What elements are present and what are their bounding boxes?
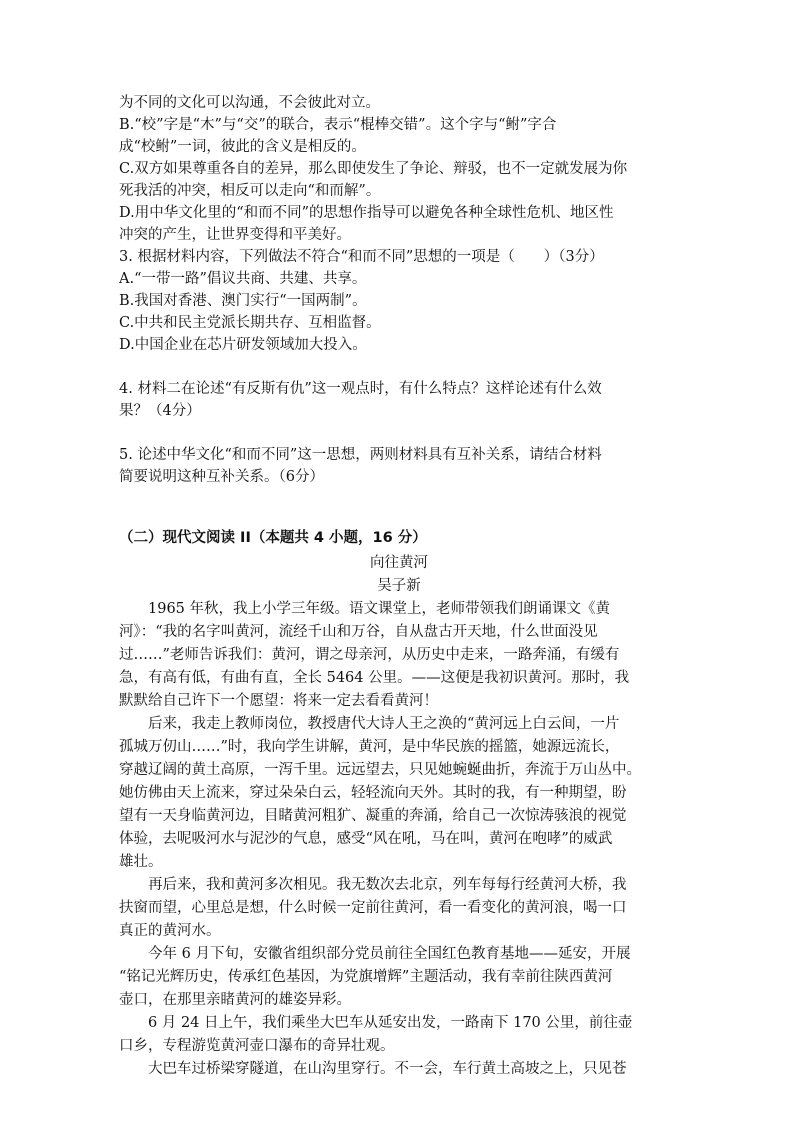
q2-option-b-cont: 成“校鲋”一词，彼此的含义是相反的。 — [119, 139, 366, 155]
q2-option-d: D.用中华文化里的“和而不同”的思想作指导可以避免各种全球性危机、地区性 — [119, 205, 614, 221]
q2-option-d-cont: 冲突的产生，让世界变得和平美好。 — [119, 227, 351, 243]
article-p3-line-2: 扶窗而望，心里总是想，什么时候一定前往黄河，看一看变化的黄河浪，喝一口 — [119, 900, 627, 916]
q3-option-c: C.中共和民主党派长期共存、互相监督。 — [119, 315, 381, 331]
q2-option-c: C.双方如果尊重各自的差异，那么即使发生了争论、辩驳，也不一定就发展为你 — [119, 161, 628, 177]
article-p3-line-1: 再后来，我和黄河多次相见。我无数次去北京，列车每每行经黄河大桥，我 — [148, 877, 627, 893]
article-author: 吴子新 — [377, 578, 421, 594]
article-p2-line-7: 雄壮。 — [119, 854, 163, 870]
article-p2-line-3: 穿越辽阔的黄土高原，一泻千里。远远望去，只见她蜿蜒曲折，奔流于万山丛中。 — [119, 762, 641, 778]
article-p2-line-6: 体验，去呢吸河水与泥沙的气息，感受“风在吼，马在叫，黄河在咆哮”的威武 — [119, 831, 613, 847]
article-title: 向往黄河 — [370, 555, 428, 571]
q2-text-line: 为不同的文化可以沟通，不会彼此对立。 — [119, 95, 380, 111]
q2-option-c-cont: 死我活的冲突，相反可以走向“和而解”。 — [119, 183, 381, 199]
q3-option-d: D.中国企业在芯片研发领域加大投入。 — [119, 337, 367, 353]
article-p3-line-3: 真正的黄河水。 — [119, 923, 221, 939]
article-p1-line-1: 1965 年秋，我上小学三年级。语文课堂上，老师带领我们朗诵课文《黄 — [148, 601, 611, 617]
q4-line-1: 4. 材料二在论述“有反斯有仇”这一观点时，有什么特点？这样论述有什么效 — [119, 381, 602, 397]
q5-line-2: 简要说明这种互补关系。（6分） — [119, 469, 324, 485]
q4-line-2: 果？（4分） — [119, 403, 201, 419]
article-p1-line-4: 急，有高有低，有曲有直，全长 5464 公里。——这便是我初识黄河。那时，我 — [119, 670, 630, 686]
article-p4-line-1: 今年 6 月下旬，安徽省组织部分党员前往全国红色教育基地——延安，开展 — [148, 946, 631, 962]
article-p6-line-1: 大巴车过桥梁穿隧道，在山沟里穿行。不一会，车行黄土高坡之上，只见苍 — [148, 1061, 627, 1077]
article-p2-line-5: 望有一天身临黄河边，目睹黄河粗犷、凝重的奔涌，给自己一次惊涛骇浪的视觉 — [119, 808, 627, 824]
section-title: （二）现代文阅读 II（本题共 4 小题，16 分） — [119, 530, 427, 546]
article-p5-line-2: 口乡，专程游览黄河壶口瀑布的奇异壮观。 — [119, 1038, 395, 1054]
q3-stem: 3. 根据材料内容，下列做法不符合“和而不同”思想的一项是（ ）（3分） — [119, 249, 604, 265]
q2-option-b: B.“校”字是“木”与“交”的联合，表示“棍棒交错”。这个字与“鲋”字合 — [119, 117, 557, 133]
q3-option-b: B.我国对香港、澳门实行“一国两制”。 — [119, 293, 367, 309]
q3-option-a: A.“一带一路”倡议共商、共建、共享。 — [119, 271, 367, 287]
q5-line-1: 5. 论述中华文化“和而不同”这一思想，两则材料具有互补关系，请结合材料 — [119, 447, 602, 463]
article-p2-line-2: 孤城万仞山……”时，我向学生讲解，黄河，是中华民族的摇篮，她源远流长， — [119, 739, 620, 755]
article-p5-line-1: 6 月 24 日上午，我们乘坐大巴车从延安出发，一路南下 170 公里，前往壶 — [148, 1015, 633, 1031]
article-p4-line-2: “铭记光辉历史，传承红色基因，为党旗增辉”主题活动，我有幸前往陕西黄河 — [119, 969, 613, 985]
article-p1-line-2: 河》：“我的名字叫黄河，流经千山和万谷，自从盘古开天地，什么世面没见 — [119, 624, 598, 640]
article-p2-line-1: 后来，我走上教师岗位，教授唐代大诗人王之涣的“黄河远上白云间，一片 — [148, 716, 620, 732]
article-p1-line-3: 过……”老师告诉我们：黄河，谓之母亲河，从历史中走来，一路奔涌，有缓有 — [119, 647, 620, 663]
article-p4-line-3: 壶口，在那里亲睹黄河的雄姿异彩。 — [119, 992, 351, 1008]
article-p1-line-5: 默默给自己许下一个愿望：将来一定去看看黄河！ — [119, 693, 438, 709]
article-p2-line-4: 她仿佛由天上流来，穿过朵朵白云，轻轻流向天外。其时的我，有一种期望，盼 — [119, 785, 627, 801]
